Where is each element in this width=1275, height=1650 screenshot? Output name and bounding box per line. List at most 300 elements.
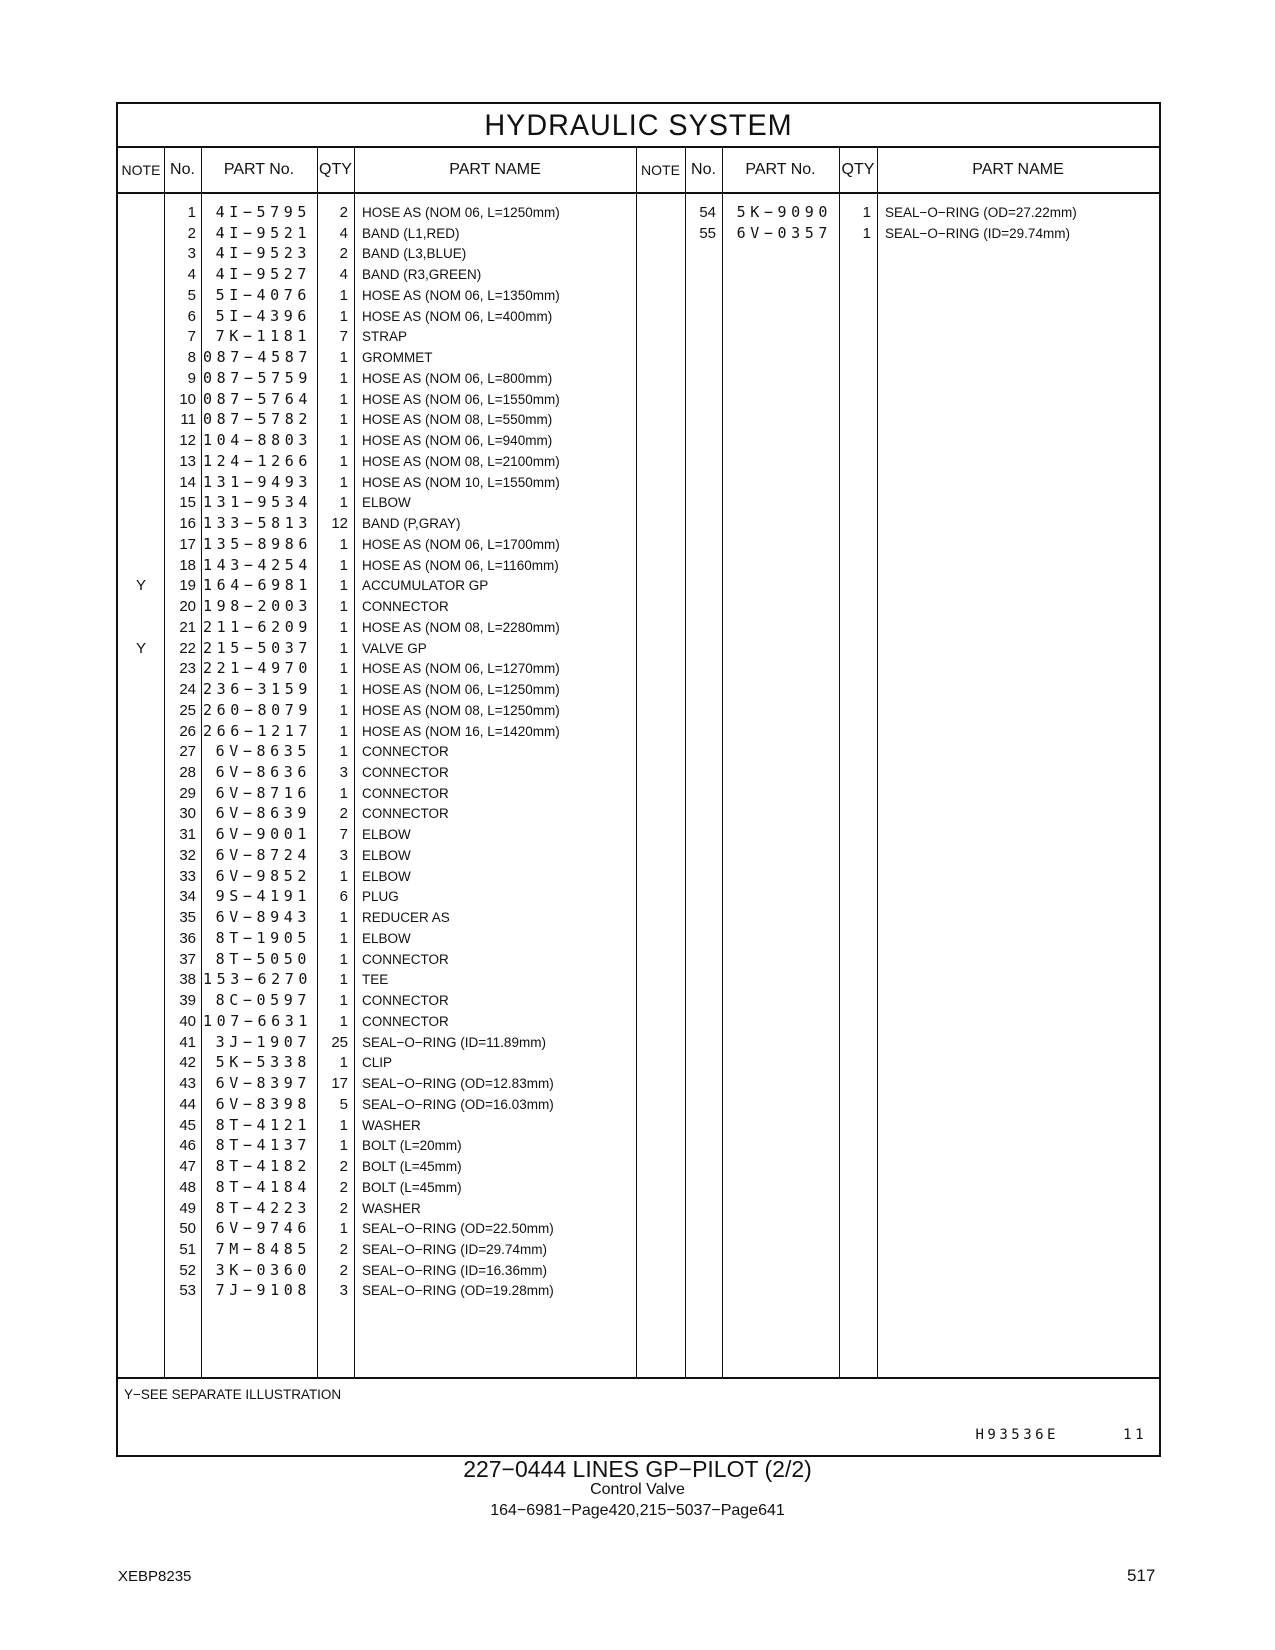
row-note-flag bbox=[118, 1032, 164, 1053]
table-row bbox=[118, 1073, 1159, 1094]
row-note-flag bbox=[118, 1135, 164, 1156]
row-note-flag bbox=[118, 451, 164, 472]
row-note-flag bbox=[118, 1260, 164, 1281]
row-item-number: 18 bbox=[179, 556, 196, 574]
row-part-number: 7J−9108 bbox=[215, 1281, 311, 1300]
table-row bbox=[118, 1011, 1159, 1032]
row-quantity: 1 bbox=[339, 971, 348, 989]
row-part-name: HOSE AS (NOM 16, L=1420mm) bbox=[362, 723, 560, 739]
row-note-flag: Y bbox=[135, 577, 146, 595]
row-item-number: 53 bbox=[179, 1282, 196, 1300]
row-quantity: 1 bbox=[339, 598, 348, 616]
row-item-number: 49 bbox=[179, 1199, 196, 1217]
row-part-number: 6V−8397 bbox=[215, 1074, 311, 1093]
row-note-flag bbox=[118, 1073, 164, 1094]
row-quantity: 2 bbox=[339, 204, 348, 221]
row-item-number: 22 bbox=[179, 639, 196, 657]
row-part-number: 6V−9852 bbox=[215, 866, 311, 885]
table-row bbox=[118, 824, 1159, 845]
row-note-flag bbox=[118, 679, 164, 700]
row-part-number: 6V−8398 bbox=[215, 1094, 311, 1113]
row-item-number: 28 bbox=[179, 763, 196, 781]
row-item-number: 26 bbox=[179, 722, 196, 740]
row-note-flag bbox=[636, 223, 682, 244]
row-quantity: 3 bbox=[339, 763, 348, 781]
header-part-name-right: PART NAME bbox=[972, 161, 1064, 178]
row-part-name: CONNECTOR bbox=[362, 951, 449, 967]
row-part-number: 6V−0357 bbox=[736, 223, 832, 242]
header-note: NOTE bbox=[121, 162, 161, 178]
table-row bbox=[118, 575, 1159, 596]
table-row bbox=[118, 202, 1159, 223]
row-part-name: HOSE AS (NOM 10, L=1550mm) bbox=[362, 474, 560, 490]
table-row bbox=[118, 1052, 1159, 1073]
row-item-number: 12 bbox=[179, 432, 196, 450]
row-part-number: 4I−9523 bbox=[215, 244, 311, 263]
table-row bbox=[118, 762, 1159, 783]
row-part-number: 131−9534 bbox=[203, 493, 313, 512]
row-item-number: 6 bbox=[187, 307, 196, 325]
table-row bbox=[118, 1156, 1159, 1177]
row-part-number: 087−4587 bbox=[203, 348, 313, 367]
table-row bbox=[118, 326, 1159, 347]
row-note-flag bbox=[118, 1218, 164, 1239]
table-row bbox=[118, 1198, 1159, 1219]
row-item-number: 13 bbox=[179, 452, 196, 470]
row-part-name: HOSE AS (NOM 06, L=1250mm) bbox=[362, 205, 560, 220]
row-item-number: 52 bbox=[179, 1261, 196, 1279]
row-quantity: 1 bbox=[339, 369, 348, 387]
row-note-flag bbox=[118, 1052, 164, 1073]
row-note-flag bbox=[118, 555, 164, 576]
row-part-number: 5K−5338 bbox=[215, 1053, 311, 1072]
row-part-name: HOSE AS (NOM 06, L=800mm) bbox=[362, 370, 553, 386]
document-code: XEBP8235 bbox=[118, 1568, 192, 1585]
row-quantity: 2 bbox=[339, 1158, 348, 1176]
table-row bbox=[118, 223, 1159, 244]
row-part-number: 6V−8716 bbox=[215, 783, 311, 802]
row-part-number: 260−8079 bbox=[203, 700, 313, 719]
row-note-flag bbox=[118, 389, 164, 410]
row-part-number: 6V−8724 bbox=[215, 845, 311, 864]
row-item-number: 23 bbox=[179, 660, 196, 678]
row-part-name: SEAL−O−RING (ID=16.36mm) bbox=[362, 1262, 547, 1278]
row-part-name: TEE bbox=[362, 972, 389, 988]
table-row bbox=[118, 1135, 1159, 1156]
group-page-references: 164−6981−Page420,215−5037−Page641 bbox=[490, 1502, 785, 1519]
row-part-name: BOLT (L=20mm) bbox=[362, 1138, 462, 1154]
row-part-name: VALVE GP bbox=[362, 640, 427, 656]
row-note-flag bbox=[118, 803, 164, 824]
row-note-flag: Y bbox=[135, 639, 146, 657]
row-item-number: 17 bbox=[179, 535, 196, 553]
row-part-number: 4I−5795 bbox=[215, 203, 311, 221]
table-row bbox=[118, 866, 1159, 887]
row-part-number: 135−8986 bbox=[203, 534, 313, 553]
row-item-number: 34 bbox=[179, 888, 196, 906]
table-row bbox=[118, 990, 1159, 1011]
row-part-name: ELBOW bbox=[362, 827, 411, 843]
row-item-number: 25 bbox=[179, 701, 196, 719]
table-row bbox=[118, 368, 1159, 389]
row-note-flag bbox=[118, 886, 164, 907]
row-part-number: 143−4254 bbox=[203, 555, 313, 574]
row-note-flag bbox=[118, 700, 164, 721]
row-part-number: 3J−1907 bbox=[215, 1032, 311, 1051]
row-item-number: 40 bbox=[179, 1012, 196, 1030]
row-quantity: 5 bbox=[339, 1095, 348, 1113]
row-quantity: 1 bbox=[339, 1116, 348, 1134]
row-part-number: 6V−9746 bbox=[215, 1219, 311, 1238]
row-note-flag bbox=[118, 1094, 164, 1115]
row-note-flag bbox=[118, 1239, 164, 1260]
row-quantity: 4 bbox=[339, 224, 348, 242]
row-part-number: 5I−4076 bbox=[215, 285, 311, 304]
row-item-number: 39 bbox=[179, 992, 196, 1010]
drawing-code: H93536E bbox=[975, 1427, 1059, 1443]
row-item-number: 42 bbox=[179, 1054, 196, 1072]
table-row bbox=[118, 886, 1159, 907]
row-quantity: 4 bbox=[339, 266, 348, 284]
row-note-flag bbox=[118, 783, 164, 804]
row-part-number: 124−1266 bbox=[203, 451, 313, 470]
table-row bbox=[118, 555, 1159, 576]
row-item-number: 41 bbox=[179, 1033, 196, 1051]
row-note-flag bbox=[118, 617, 164, 638]
row-note-flag bbox=[118, 762, 164, 783]
row-part-number: 153−6270 bbox=[203, 970, 313, 989]
row-part-name: ELBOW bbox=[362, 847, 411, 863]
table-row bbox=[118, 617, 1159, 638]
row-part-name: ELBOW bbox=[362, 868, 411, 884]
row-note-flag bbox=[118, 1156, 164, 1177]
row-item-number: 5 bbox=[187, 286, 196, 304]
row-item-number: 44 bbox=[179, 1095, 196, 1113]
row-quantity: 1 bbox=[339, 390, 348, 408]
row-part-name: ACCUMULATOR GP bbox=[362, 578, 489, 594]
row-quantity: 1 bbox=[339, 639, 348, 657]
row-part-number: 4I−9527 bbox=[215, 265, 311, 284]
row-part-number: 8C−0597 bbox=[215, 991, 311, 1010]
table-bottom-divider bbox=[118, 1377, 1159, 1379]
row-item-number: 15 bbox=[179, 494, 196, 512]
row-part-number: 221−4970 bbox=[203, 659, 313, 678]
row-part-number: 5I−4396 bbox=[215, 306, 311, 325]
row-note-flag bbox=[118, 430, 164, 451]
row-note-flag bbox=[118, 866, 164, 887]
row-item-number: 31 bbox=[179, 826, 196, 844]
row-note-flag bbox=[118, 1177, 164, 1198]
row-item-number: 20 bbox=[179, 598, 196, 616]
row-part-name: SEAL−O−RING (ID=29.74mm) bbox=[885, 225, 1070, 241]
row-note-flag bbox=[118, 534, 164, 555]
header-no-right: No. bbox=[691, 161, 716, 178]
row-quantity: 2 bbox=[339, 1241, 348, 1258]
row-quantity: 1 bbox=[339, 452, 348, 470]
row-item-number: 54 bbox=[699, 204, 716, 221]
row-quantity: 3 bbox=[339, 1282, 348, 1300]
row-part-number: 6V−8635 bbox=[215, 742, 311, 761]
table-row bbox=[118, 243, 1159, 264]
row-note-flag bbox=[118, 368, 164, 389]
header-note-right: NOTE bbox=[641, 162, 680, 178]
row-part-name: CONNECTOR bbox=[362, 744, 449, 760]
row-part-number: 133−5813 bbox=[203, 514, 313, 533]
row-part-name: REDUCER AS bbox=[362, 910, 450, 926]
row-part-number: 198−2003 bbox=[203, 597, 313, 616]
row-part-name: HOSE AS (NOM 06, L=1270mm) bbox=[362, 661, 560, 677]
row-item-number: 43 bbox=[179, 1075, 196, 1093]
page-number: 517 bbox=[1127, 1566, 1156, 1585]
row-note-flag bbox=[118, 949, 164, 970]
header-part-no-right: PART No. bbox=[745, 161, 816, 178]
row-part-name: ELBOW bbox=[362, 930, 411, 946]
row-item-number: 37 bbox=[179, 950, 196, 968]
row-quantity: 1 bbox=[339, 411, 348, 429]
row-item-number: 29 bbox=[179, 784, 196, 802]
header-part-no: PART No. bbox=[223, 161, 295, 178]
header-qty-right: QTY bbox=[841, 161, 875, 178]
row-note-flag bbox=[118, 1011, 164, 1032]
row-quantity: 2 bbox=[339, 245, 348, 263]
row-quantity: 1 bbox=[339, 701, 348, 719]
row-quantity: 25 bbox=[331, 1033, 348, 1051]
row-quantity: 2 bbox=[339, 805, 348, 823]
row-note-flag bbox=[118, 306, 164, 327]
row-part-name: BOLT (L=45mm) bbox=[362, 1159, 462, 1175]
row-part-name: HOSE AS (NOM 06, L=1160mm) bbox=[362, 557, 559, 573]
row-part-name: SEAL−O−RING (OD=27.22mm) bbox=[885, 205, 1077, 220]
row-part-name: HOSE AS (NOM 08, L=1250mm) bbox=[362, 702, 560, 718]
row-part-name: CONNECTOR bbox=[362, 993, 449, 1009]
row-part-name: PLUG bbox=[362, 889, 399, 905]
row-item-number: 8 bbox=[187, 349, 196, 367]
row-quantity: 1 bbox=[339, 722, 348, 740]
row-part-name: HOSE AS (NOM 06, L=1700mm) bbox=[362, 536, 560, 552]
row-quantity: 2 bbox=[339, 1261, 348, 1279]
row-part-number: 8T−4121 bbox=[215, 1115, 311, 1134]
row-quantity: 1 bbox=[339, 743, 348, 761]
table-row bbox=[118, 907, 1159, 928]
row-quantity: 3 bbox=[339, 846, 348, 864]
row-part-number: 8T−1905 bbox=[215, 928, 311, 947]
row-part-name: GROMMET bbox=[362, 350, 433, 366]
row-part-name: CONNECTOR bbox=[362, 1013, 449, 1029]
row-part-name: SEAL−O−RING (OD=22.50mm) bbox=[362, 1221, 554, 1237]
row-note-flag bbox=[118, 326, 164, 347]
row-part-name: HOSE AS (NOM 06, L=1350mm) bbox=[362, 287, 560, 303]
table-row bbox=[118, 783, 1159, 804]
table-row bbox=[118, 1094, 1159, 1115]
row-item-number: 51 bbox=[179, 1241, 196, 1258]
row-note-flag bbox=[118, 409, 164, 430]
row-part-number: 7M−8485 bbox=[215, 1240, 311, 1258]
row-part-number: 8T−4184 bbox=[215, 1177, 311, 1196]
table-row bbox=[118, 949, 1159, 970]
row-note-flag bbox=[118, 243, 164, 264]
row-part-number: 6V−8943 bbox=[215, 908, 311, 927]
row-note-flag bbox=[118, 347, 164, 368]
row-part-number: 236−3159 bbox=[203, 680, 313, 699]
row-part-name: STRAP bbox=[362, 329, 408, 345]
row-item-number: 14 bbox=[179, 473, 196, 491]
row-part-name: WASHER bbox=[362, 1200, 421, 1216]
row-item-number: 32 bbox=[179, 846, 196, 864]
row-item-number: 33 bbox=[179, 867, 196, 885]
row-part-name: HOSE AS (NOM 06, L=1550mm) bbox=[362, 391, 560, 407]
row-part-number: 3K−0360 bbox=[215, 1260, 311, 1279]
row-note-flag bbox=[118, 741, 164, 762]
row-quantity: 1 bbox=[339, 929, 348, 947]
row-quantity: 1 bbox=[339, 349, 348, 367]
row-part-name: ELBOW bbox=[362, 495, 411, 511]
row-part-name: SEAL−O−RING (ID=11.89mm) bbox=[362, 1034, 546, 1050]
row-item-number: 48 bbox=[179, 1178, 196, 1196]
parts-table-frame bbox=[116, 102, 1161, 1457]
row-quantity: 1 bbox=[339, 681, 348, 699]
row-quantity: 1 bbox=[862, 224, 871, 242]
row-note-flag bbox=[118, 1198, 164, 1219]
row-note-flag bbox=[118, 969, 164, 990]
row-part-name: HOSE AS (NOM 06, L=940mm) bbox=[362, 433, 553, 449]
table-row bbox=[118, 347, 1159, 368]
row-part-name: SEAL−O−RING (OD=12.83mm) bbox=[362, 1076, 554, 1092]
table-row bbox=[118, 492, 1159, 513]
row-item-number: 50 bbox=[179, 1220, 196, 1238]
row-quantity: 1 bbox=[862, 204, 871, 221]
row-part-number: 087−5764 bbox=[203, 389, 313, 408]
row-item-number: 38 bbox=[179, 971, 196, 989]
row-note-flag bbox=[118, 513, 164, 534]
row-part-name: CONNECTOR bbox=[362, 599, 449, 615]
drawing-sheet: 11 bbox=[1123, 1427, 1147, 1443]
table-row bbox=[118, 658, 1159, 679]
table-row bbox=[118, 534, 1159, 555]
row-part-name: BAND (L3,BLUE) bbox=[362, 246, 467, 262]
row-part-name: HOSE AS (NOM 08, L=2280mm) bbox=[362, 619, 560, 635]
row-item-number: 27 bbox=[179, 743, 196, 761]
row-quantity: 1 bbox=[339, 1054, 348, 1072]
row-quantity: 1 bbox=[339, 432, 348, 450]
table-row bbox=[118, 1218, 1159, 1239]
row-part-number: 164−6981 bbox=[203, 576, 313, 595]
row-note-flag bbox=[118, 721, 164, 742]
row-part-number: 6V−8636 bbox=[215, 762, 311, 781]
table-row bbox=[118, 1032, 1159, 1053]
row-quantity: 6 bbox=[339, 888, 348, 906]
header-part-name: PART NAME bbox=[449, 161, 541, 178]
table-row bbox=[118, 1280, 1159, 1301]
row-part-name: CONNECTOR bbox=[362, 785, 449, 801]
row-part-name: WASHER bbox=[362, 1117, 421, 1133]
row-part-number: 131−9493 bbox=[203, 472, 313, 491]
row-item-number: 55 bbox=[699, 224, 716, 242]
row-quantity: 1 bbox=[339, 660, 348, 678]
row-part-name: SEAL−O−RING (OD=19.28mm) bbox=[362, 1283, 554, 1299]
header-divider bbox=[118, 192, 1159, 194]
row-part-name: BOLT (L=45mm) bbox=[362, 1179, 462, 1195]
row-note-flag bbox=[636, 202, 682, 223]
row-item-number: 10 bbox=[179, 390, 196, 408]
row-quantity: 17 bbox=[331, 1075, 348, 1093]
table-row bbox=[118, 679, 1159, 700]
row-note-flag bbox=[118, 492, 164, 513]
row-item-number: 16 bbox=[179, 515, 196, 533]
row-quantity: 1 bbox=[339, 535, 348, 553]
row-quantity: 1 bbox=[339, 577, 348, 595]
row-part-number: 087−5782 bbox=[203, 410, 313, 429]
table-row bbox=[118, 596, 1159, 617]
row-item-number: 24 bbox=[179, 681, 196, 699]
table-row bbox=[118, 928, 1159, 949]
row-note-flag bbox=[118, 658, 164, 679]
row-part-number: 9S−4191 bbox=[215, 887, 311, 906]
table-row bbox=[118, 1115, 1159, 1136]
group-title: 227−0444 LINES GP−PILOT (2/2) bbox=[463, 1456, 812, 1482]
row-part-number: 8T−5050 bbox=[215, 949, 311, 968]
row-quantity: 1 bbox=[339, 286, 348, 304]
table-row bbox=[118, 409, 1159, 430]
table-row bbox=[118, 264, 1159, 285]
row-part-number: 087−5759 bbox=[203, 368, 313, 387]
row-part-name: SEAL−O−RING (ID=29.74mm) bbox=[362, 1242, 547, 1257]
table-row bbox=[118, 285, 1159, 306]
row-part-number: 6V−8639 bbox=[215, 804, 311, 823]
table-row bbox=[118, 472, 1159, 493]
row-quantity: 1 bbox=[339, 867, 348, 885]
row-part-number: 215−5037 bbox=[203, 638, 313, 657]
row-item-number: 45 bbox=[179, 1116, 196, 1134]
row-note-flag bbox=[118, 928, 164, 949]
row-part-name: SEAL−O−RING (OD=16.03mm) bbox=[362, 1096, 554, 1112]
row-part-name: CONNECTOR bbox=[362, 806, 449, 822]
row-part-name: HOSE AS (NOM 06, L=1250mm) bbox=[362, 682, 560, 698]
row-quantity: 1 bbox=[339, 473, 348, 491]
row-note-flag bbox=[118, 824, 164, 845]
row-quantity: 12 bbox=[331, 515, 348, 533]
row-part-name: HOSE AS (NOM 08, L=2100mm) bbox=[362, 453, 560, 469]
section-title: HYDRAULIC SYSTEM bbox=[484, 109, 793, 142]
row-part-name: HOSE AS (NOM 08, L=550mm) bbox=[362, 412, 553, 428]
row-part-number: 7K−1181 bbox=[215, 327, 311, 346]
row-part-number: 8T−4223 bbox=[215, 1198, 311, 1217]
row-note-flag bbox=[118, 264, 164, 285]
row-item-number: 30 bbox=[179, 805, 196, 823]
footnote: Y−SEE SEPARATE ILLUSTRATION bbox=[124, 1387, 342, 1402]
row-part-number: 8T−4137 bbox=[215, 1136, 311, 1155]
row-quantity: 2 bbox=[339, 1199, 348, 1217]
header-qty: QTY bbox=[319, 161, 352, 178]
row-note-flag bbox=[118, 907, 164, 928]
row-item-number: 4 bbox=[187, 266, 196, 284]
row-item-number: 19 bbox=[179, 577, 196, 595]
row-quantity: 1 bbox=[339, 784, 348, 802]
row-note-flag bbox=[118, 596, 164, 617]
row-note-flag bbox=[118, 990, 164, 1011]
table-row bbox=[118, 969, 1159, 990]
table-row bbox=[118, 389, 1159, 410]
row-part-name: HOSE AS (NOM 06, L=400mm) bbox=[362, 308, 553, 324]
row-part-number: 266−1217 bbox=[203, 721, 313, 740]
row-part-name: BAND (P,GRAY) bbox=[362, 516, 461, 532]
row-quantity: 2 bbox=[339, 1178, 348, 1196]
row-quantity: 1 bbox=[339, 1137, 348, 1155]
header-no: No. bbox=[170, 161, 195, 178]
table-row bbox=[118, 513, 1159, 534]
row-quantity: 7 bbox=[339, 328, 348, 346]
row-item-number: 3 bbox=[187, 245, 196, 263]
table-row bbox=[118, 430, 1159, 451]
